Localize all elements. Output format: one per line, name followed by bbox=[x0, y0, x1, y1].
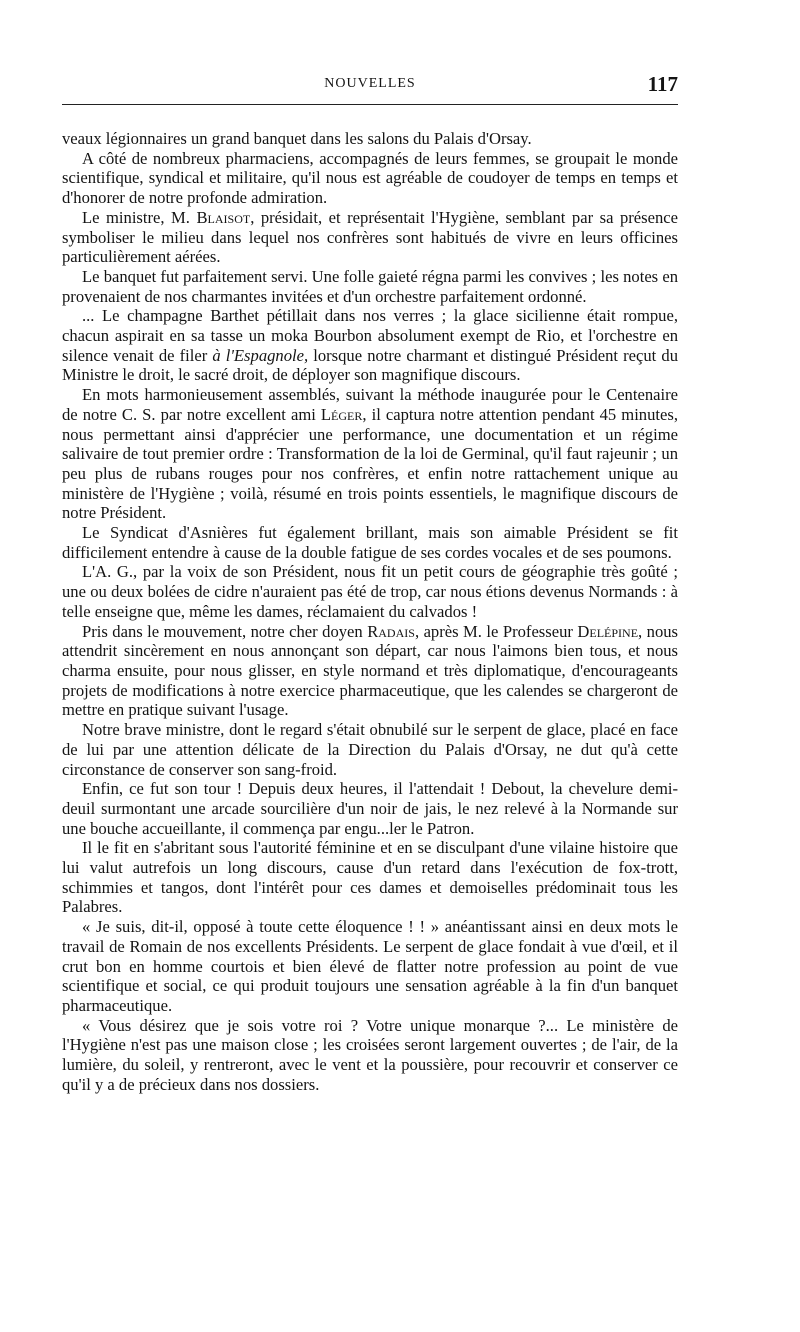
page-header bbox=[62, 72, 678, 98]
person-name: Blaisot bbox=[196, 207, 251, 227]
italic-phrase: à l'Espagnole, bbox=[212, 345, 309, 365]
paragraph bbox=[62, 622, 678, 721]
text-run: ... Le champagne Barthet pétillait dans nos verres ; la glace sicilienne était rompue, chacun aspirait en sa tasse un moka Bourbon absolument exempt de Rio, et l'orchestre en silence venait de filer bbox=[62, 306, 678, 365]
paragraph: A côté de nombreux pharmaciens, accompagnés de leurs femmes, se groupait le monde scientifique, syndical et militaire, qu'il nous est agréable de coudoyer de temps en temps et d'honorer de notre profonde admiration. bbox=[62, 148, 678, 208]
page-number: 117 bbox=[647, 72, 678, 96]
paragraph bbox=[62, 306, 678, 385]
paragraph: « Je suis, dit-il, opposé à toute cette éloquence ! ! » anéantissant ainsi en deux mots le travail de Romain de nos excellents Présidents. Le serpent de glace fondait à vue d'œil, et il crut bon en homme courtois et bien élevé de flatter notre profession au point de vue scientifique et social, ce qui produit toujours une sensation agréable à la fin d'un banquet pharmaceutique. bbox=[62, 917, 678, 1015]
text-run: En mots harmonieusement assemblés, suivant la méthode inaugurée pour le Centenaire de notre C. S. par notre excellent ami bbox=[62, 385, 678, 424]
text-run: Le ministre, M. bbox=[82, 207, 197, 227]
person-name: Léger bbox=[320, 404, 363, 424]
paragraph: Il le fit en s'abritant sous l'autorité féminine et en se disculpant d'une vilaine histoire que lui valut autrefois un long discours, cause d'un retard dans l'exécution de fox-trott, schimmies et tangos, dont l'intérêt pour ces dames et demoiselles prédominait tous les Palabres. bbox=[62, 838, 678, 917]
text-run: lorsque notre charmant et distingué Président reçut du Ministre le droit, le sacré droit, de déployer son magnifique discours. bbox=[62, 345, 678, 385]
article-body bbox=[62, 129, 678, 1094]
text-run: , nous attendrit sincèrement en nous annonçant son départ, car nous l'aimons bien tous, et nous charma ensuite, pour nous glisser, en style normand et très diplomatique, d'encourageants projets de modifications à notre exercice pharmaceutique, que les calendes se chargeront de mettre en pratique suivant l'usage. bbox=[62, 621, 678, 720]
person-name: Delépine bbox=[577, 621, 639, 641]
text-run: , après M. le Professeur bbox=[414, 621, 578, 641]
paragraph bbox=[62, 208, 678, 267]
paragraph: Notre brave ministre, dont le regard s'était obnubilé sur le serpent de glace, placé en face de lui par une attention délicate de la Direction du Palais d'Orsay, ne dut qu'à cette circonstance de conserver son sang-froid. bbox=[62, 720, 678, 779]
text-run: , présidait, et représentait l'Hygiène, semblant par sa présence symboliser le milieu dans lequel nos confrères sont habitués de vivre en leurs officines particulièrement aérées. bbox=[62, 207, 678, 267]
paragraph: « Vous désirez que je sois votre roi ? Votre unique monarque ?... Le ministère de l'Hygiène n'est pas une maison close ; les croisées seront largement ouvertes ; de l'air, de la lumière, du soleil, y rentreront, avec le vent et la poussière, pour recouvrir et conserver ce qu'il y a de précieux dans nos dossiers. bbox=[62, 1015, 678, 1094]
paragraph bbox=[62, 385, 678, 523]
paragraph: veaux légionnaires un grand banquet dans les salons du Palais d'Orsay. bbox=[62, 129, 532, 148]
header-rule bbox=[62, 104, 678, 105]
person-name: Radais bbox=[367, 621, 415, 641]
text-run: Pris dans le mouvement, notre cher doyen bbox=[82, 621, 368, 641]
running-title: NOUVELLES bbox=[324, 76, 416, 91]
text-run: , il captura notre attention pendant 45 minutes, nous permettant ainsi d'apprécier une performance, une documentation et un régime salivaire de tout premier ordre : Transformation de la loi de Germinal, qu'il faut rajeunir ; un peu plus de rubans rouges pour nos confrères, et enfin notre rattachement unique au ministère de l'Hygiène ; voilà, résumé en trois points essentiels, le magnifique discours de notre Président. bbox=[62, 404, 678, 523]
journal-page bbox=[62, 72, 678, 1094]
paragraph: Le banquet fut parfaitement servi. Une folle gaieté régna parmi les convives ; les notes en provenaient de nos charmantes invitées et d'un orchestre parfaitement ordonné. bbox=[62, 266, 678, 306]
paragraph: Le Syndicat d'Asnières fut également brillant, mais son aimable Président se fit difficilement entendre à cause de la double fatigue de ses cordes vocales et de ses poumons. bbox=[62, 523, 678, 562]
paragraph: Enfin, ce fut son tour ! Depuis deux heures, il l'attendait ! Debout, la chevelure demi-deuil surmontant une arcade sourcilière d'un noir de jais, le nez relevé à la Normande sur une bouche accueillante, il commença par engu...ler le Patron. bbox=[62, 779, 678, 838]
paragraph: L'A. G., par la voix de son Président, nous fit un petit cours de géographie très goûté ; une ou deux bolées de cidre n'auraient pas été de trop, car nous étions devenus Normands : à telle enseigne que, même les dames, réclamaient du calvados ! bbox=[62, 562, 678, 621]
